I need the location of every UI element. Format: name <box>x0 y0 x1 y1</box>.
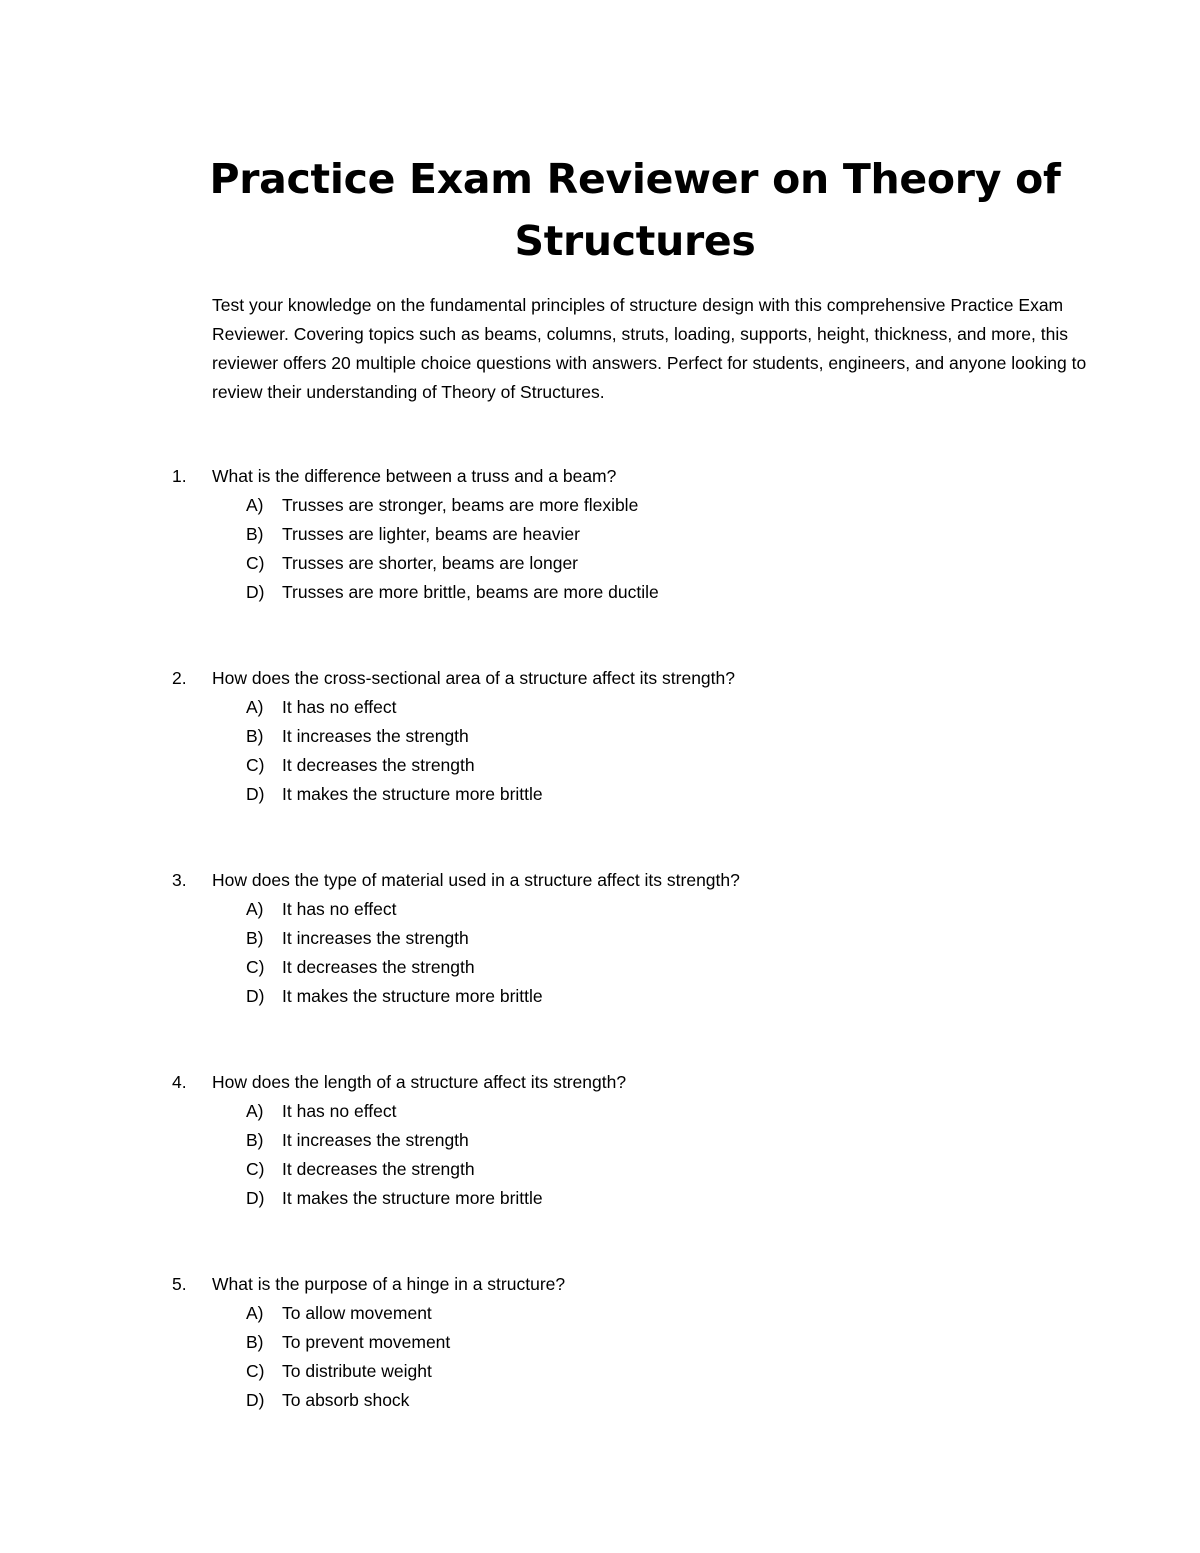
option-b <box>0 520 900 549</box>
option-a <box>0 1299 900 1328</box>
option-letter: A) <box>246 697 264 717</box>
option-letter: C) <box>246 755 265 775</box>
option-a <box>0 693 900 722</box>
question-text: What is the purpose of a hinge in a structure? <box>212 1274 566 1294</box>
option-b <box>0 924 900 953</box>
question-list <box>0 462 1200 1472</box>
question-number: 3. <box>172 870 187 890</box>
option-text: Trusses are lighter, beams are heavier <box>282 524 580 544</box>
option-d <box>0 578 900 607</box>
option-text: It increases the strength <box>282 726 469 746</box>
option-letter: D) <box>246 1390 265 1410</box>
option-b <box>0 1126 900 1155</box>
question-text: How does the cross-sectional area of a structure affect its strength? <box>212 668 735 688</box>
option-list <box>0 895 900 1011</box>
question-3 <box>0 866 1200 1068</box>
option-list <box>0 491 900 607</box>
option-letter: B) <box>246 1130 264 1150</box>
option-b <box>0 1328 900 1357</box>
option-c <box>0 549 900 578</box>
option-letter: A) <box>246 899 264 919</box>
option-c <box>0 1155 900 1184</box>
option-text: It increases the strength <box>282 928 469 948</box>
option-text: Trusses are shorter, beams are longer <box>282 553 579 573</box>
option-letter: B) <box>246 524 264 544</box>
option-letter: C) <box>246 1361 265 1381</box>
option-d <box>0 982 900 1011</box>
option-c <box>0 953 900 982</box>
option-text: It has no effect <box>282 899 397 919</box>
option-letter: C) <box>246 553 265 573</box>
option-text: Trusses are more brittle, beams are more ductile <box>282 582 659 602</box>
option-d <box>0 1184 900 1213</box>
option-b <box>0 722 900 751</box>
option-a <box>0 491 900 520</box>
document-title: Practice Exam Reviewer on Theory of Structures <box>209 155 1061 265</box>
option-text: It increases the strength <box>282 1130 469 1150</box>
option-letter: D) <box>246 582 265 602</box>
option-letter: A) <box>246 1303 264 1323</box>
option-letter: D) <box>246 784 265 804</box>
option-text: To prevent movement <box>282 1332 451 1352</box>
option-text: It decreases the strength <box>282 1159 475 1179</box>
option-letter: A) <box>246 1101 264 1121</box>
question-text: How does the length of a structure affect its strength? <box>212 1072 627 1092</box>
option-d <box>0 780 900 809</box>
question-number: 5. <box>172 1274 187 1294</box>
option-text: It has no effect <box>282 697 397 717</box>
question-2 <box>0 664 1200 866</box>
option-letter: D) <box>246 1188 265 1208</box>
option-text: To distribute weight <box>282 1361 432 1381</box>
option-a <box>0 895 900 924</box>
question-text: How does the type of material used in a structure affect its strength? <box>212 870 740 890</box>
option-list <box>0 693 900 809</box>
option-list <box>0 1097 900 1213</box>
question-number: 1. <box>172 466 187 486</box>
option-text: To allow movement <box>282 1303 432 1323</box>
question-number: 4. <box>172 1072 187 1092</box>
option-text: It has no effect <box>282 1101 397 1121</box>
option-letter: B) <box>246 928 264 948</box>
option-text: It makes the structure more brittle <box>282 1188 543 1208</box>
option-letter: A) <box>246 495 264 515</box>
option-letter: C) <box>246 957 265 977</box>
option-d <box>0 1386 900 1415</box>
question-text: What is the difference between a truss and a beam? <box>212 466 617 486</box>
option-text: It decreases the strength <box>282 957 475 977</box>
option-list <box>0 1299 900 1415</box>
question-1 <box>0 462 1200 664</box>
option-letter: D) <box>246 986 265 1006</box>
option-letter: B) <box>246 726 264 746</box>
question-number: 2. <box>172 668 187 688</box>
question-5 <box>0 1270 1200 1472</box>
option-c <box>0 751 900 780</box>
option-c <box>0 1357 900 1386</box>
option-text: Trusses are stronger, beams are more flexible <box>282 495 639 515</box>
option-text: It decreases the strength <box>282 755 475 775</box>
option-text: It makes the structure more brittle <box>282 784 543 804</box>
intro-paragraph: Test your knowledge on the fundamental principles of structure design with this comprehensive Practice Exam Reviewer. Covering topics such as beams, columns, struts, loading, supports, height, thickness, and more, this reviewer offers 20 multiple choice questions with answers. Perfect for students, engineers, and anyone looking to review their understanding of Theory of Structures. <box>212 295 1087 402</box>
option-letter: B) <box>246 1332 264 1352</box>
option-text: To absorb shock <box>282 1390 410 1410</box>
question-4 <box>0 1068 1200 1270</box>
option-a <box>0 1097 900 1126</box>
option-letter: C) <box>246 1159 265 1179</box>
option-text: It makes the structure more brittle <box>282 986 543 1006</box>
